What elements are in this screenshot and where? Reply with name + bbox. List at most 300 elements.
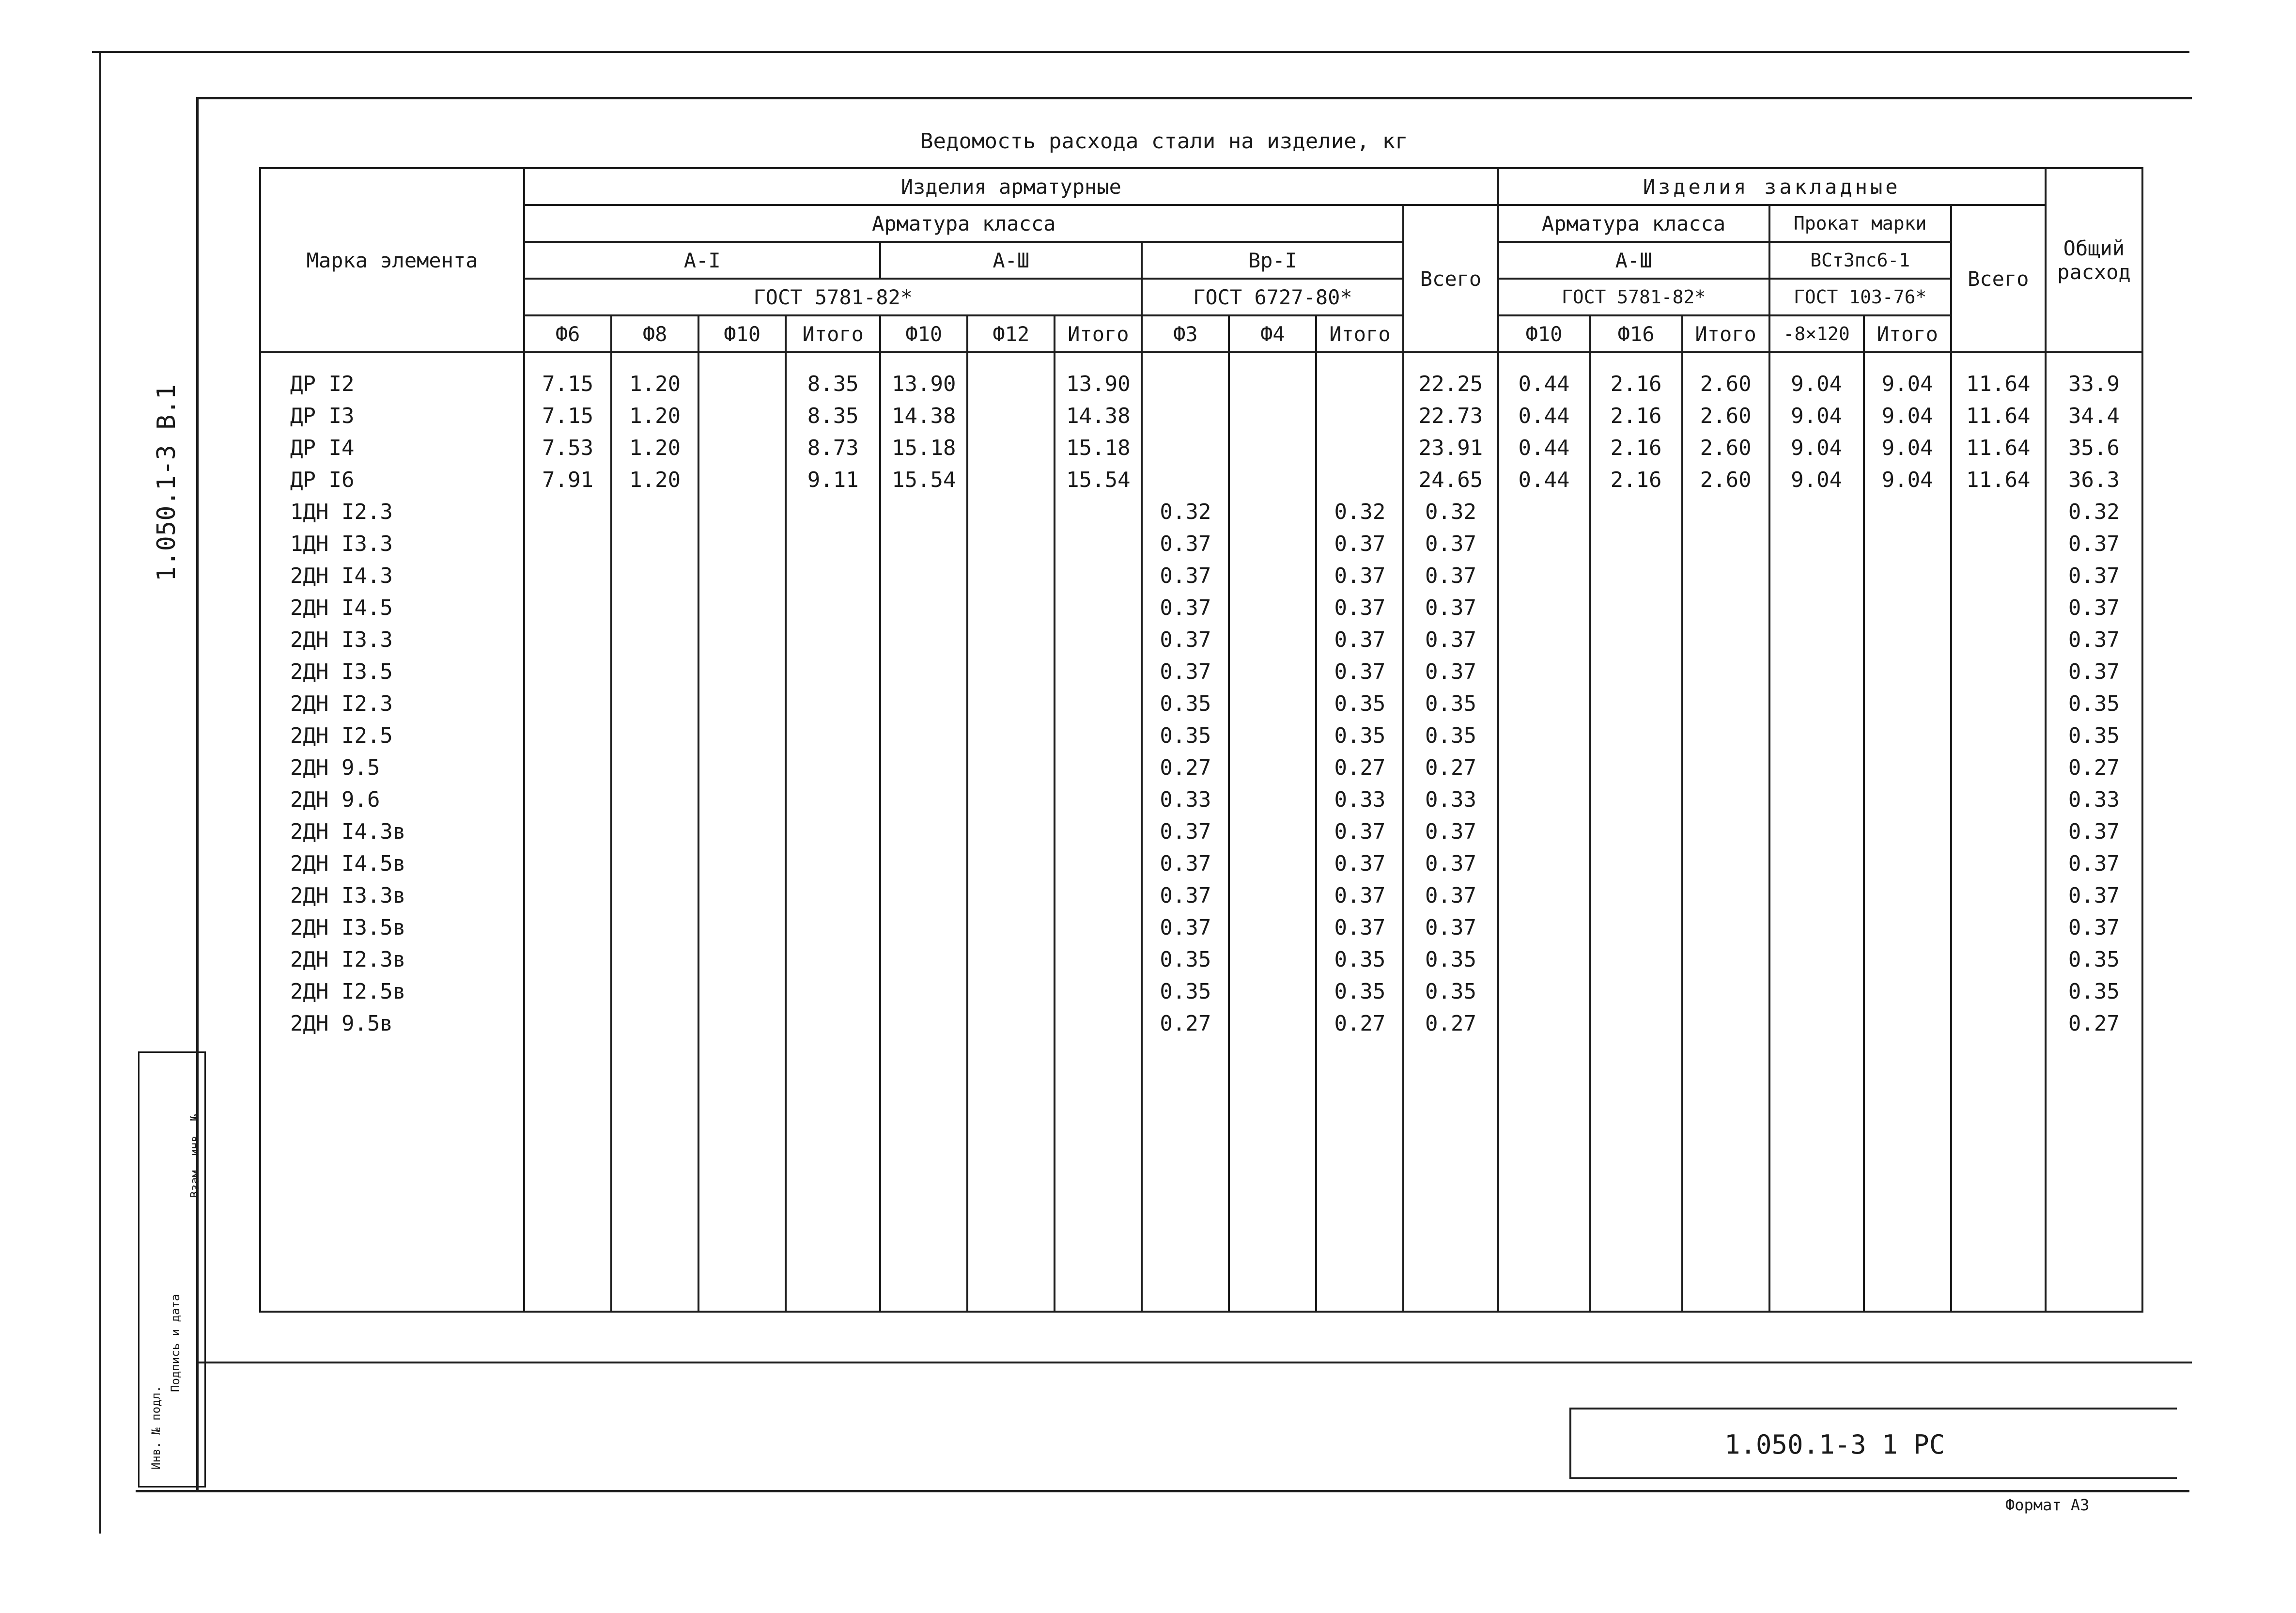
table-cell [1229, 624, 1316, 656]
element-mark: 2ДН I3.3в [260, 879, 524, 911]
table-cell: 11.64 [1951, 464, 2046, 496]
sub-header: Итого [1682, 315, 1769, 352]
table-cell [1590, 560, 1682, 592]
table-cell [698, 656, 786, 688]
empty-cell [698, 1039, 786, 1312]
table-cell [1951, 815, 2046, 847]
table-cell [1229, 400, 1316, 432]
table-cell [1590, 1007, 1682, 1039]
table-cell [967, 352, 1055, 400]
table-cell: 8.73 [786, 432, 880, 464]
table-cell [524, 720, 611, 752]
table-cell [1590, 528, 1682, 560]
table-cell [1055, 688, 1142, 720]
header-rolled-gost: ГОСТ 103-76* [1769, 279, 1951, 315]
table-cell [1498, 783, 1590, 815]
table-row [260, 464, 2142, 496]
table-cell [1498, 720, 1590, 752]
table-cell [1498, 1007, 1590, 1039]
table-body [260, 352, 2142, 1312]
table-cell: 9.04 [1864, 352, 1951, 400]
table-cell: 24.65 [1403, 464, 1498, 496]
table-cell [1229, 720, 1316, 752]
table-cell [1682, 752, 1769, 783]
table-cell [611, 943, 698, 975]
table-cell [967, 943, 1055, 975]
table-cell [1769, 752, 1864, 783]
table-cell [698, 528, 786, 560]
header-rolled-steel: Прокат марки [1769, 205, 1951, 242]
table-cell: 2.60 [1682, 352, 1769, 400]
header-class-a3: А-Ш [880, 242, 1142, 279]
table-cell: 11.64 [1951, 432, 2046, 464]
strip-label: Инв. № подл. [149, 1385, 163, 1470]
header-overall: Общий расход [2046, 168, 2142, 352]
table-cell: 2.16 [1590, 432, 1682, 464]
table-cell: 9.04 [1769, 432, 1864, 464]
table-row [260, 720, 2142, 752]
table-cell [524, 911, 611, 943]
header-armature-class: Арматура класса [524, 205, 1403, 242]
table-cell [698, 688, 786, 720]
table-cell [1951, 911, 2046, 943]
table-cell: 35.6 [2046, 432, 2142, 464]
table-cell [1769, 720, 1864, 752]
table-cell: 0.37 [2046, 560, 2142, 592]
header-gost-5781: ГОСТ 5781-82* [524, 279, 1142, 315]
table-cell [1498, 528, 1590, 560]
table-cell [1951, 879, 2046, 911]
table-cell [1864, 943, 1951, 975]
table-cell [1316, 352, 1403, 400]
table-cell [1769, 879, 1864, 911]
table-cell [1682, 720, 1769, 752]
table-cell: 0.33 [2046, 783, 2142, 815]
table-cell [1590, 879, 1682, 911]
table-cell [967, 720, 1055, 752]
header-mark: Марка элемента [260, 168, 524, 352]
table-cell [1498, 656, 1590, 688]
table-cell [698, 720, 786, 752]
table-cell: 0.37 [1142, 911, 1229, 943]
table-cell [698, 815, 786, 847]
table-cell [1229, 560, 1316, 592]
table-cell [1951, 496, 2046, 528]
table-cell [786, 656, 880, 688]
strip-label: Взам. инв. № [188, 1114, 202, 1198]
table-cell: 1.20 [611, 464, 698, 496]
table-cell [1951, 752, 2046, 783]
sub-header: Ф10 [698, 315, 786, 352]
table-cell: 9.04 [1864, 400, 1951, 432]
table-cell: 8.35 [786, 352, 880, 400]
header-embedded-products: Изделия закладные [1498, 168, 2046, 205]
table-cell [967, 496, 1055, 528]
table-cell [1316, 400, 1403, 432]
table-cell: 2.16 [1590, 352, 1682, 400]
table-cell [1055, 783, 1142, 815]
frame-top-outer [92, 51, 2189, 53]
table-cell [967, 624, 1055, 656]
table-cell: 23.91 [1403, 432, 1498, 464]
empty-cell [1682, 1039, 1769, 1312]
table-cell [524, 688, 611, 720]
table-cell [1864, 1007, 1951, 1039]
sub-header: -8×120 [1769, 315, 1864, 352]
element-mark: ДР I6 [260, 464, 524, 496]
table-cell: 0.35 [2046, 720, 2142, 752]
table-cell [1229, 1007, 1316, 1039]
table-cell [1229, 592, 1316, 624]
sub-header: Ф8 [611, 315, 698, 352]
table-cell [1590, 815, 1682, 847]
table-cell [698, 911, 786, 943]
table-cell [967, 464, 1055, 496]
table-row [260, 560, 2142, 592]
table-cell [1055, 911, 1142, 943]
table-cell: 9.04 [1864, 464, 1951, 496]
table-cell: 0.37 [2046, 847, 2142, 879]
table-cell: 0.27 [1316, 1007, 1403, 1039]
table-cell: 15.18 [1055, 432, 1142, 464]
table-cell [611, 592, 698, 624]
table-cell [524, 560, 611, 592]
table-cell: 1.20 [611, 352, 698, 400]
table-cell [786, 943, 880, 975]
table-cell: 0.44 [1498, 432, 1590, 464]
table-cell [611, 624, 698, 656]
sub-header: Итого [1864, 315, 1951, 352]
table-cell [1951, 624, 2046, 656]
table-cell [967, 1007, 1055, 1039]
element-mark: 2ДН I2.5 [260, 720, 524, 752]
frame-left-outer [99, 51, 101, 1534]
table-cell [1682, 943, 1769, 975]
table-cell [786, 815, 880, 847]
sheet-title: Ведомость расхода стали на изделие, кг [920, 129, 1408, 154]
table-cell: 0.35 [1403, 943, 1498, 975]
header-embedded-total: Всего [1951, 205, 2046, 352]
table-cell [524, 592, 611, 624]
table-cell [1316, 464, 1403, 496]
empty-cell [967, 1039, 1055, 1312]
table-cell [524, 528, 611, 560]
table-cell [698, 400, 786, 432]
table-cell: 0.35 [1316, 720, 1403, 752]
table-cell [880, 943, 967, 975]
table-cell [1229, 432, 1316, 464]
table-cell [524, 1007, 611, 1039]
element-mark: 2ДН I3.5в [260, 911, 524, 943]
table-cell [698, 624, 786, 656]
table-cell [1590, 783, 1682, 815]
table-cell [1951, 688, 2046, 720]
table-cell [880, 720, 967, 752]
element-mark: 2ДН 9.6 [260, 783, 524, 815]
empty-cell [1055, 1039, 1142, 1312]
empty-cell [1229, 1039, 1316, 1312]
frame-mid-rule [196, 1362, 2192, 1363]
table-cell [698, 975, 786, 1007]
table-cell [1055, 656, 1142, 688]
table-cell [1864, 879, 1951, 911]
table-cell [1055, 1007, 1142, 1039]
table-cell [1769, 943, 1864, 975]
table-cell [1055, 879, 1142, 911]
table-cell [1864, 911, 1951, 943]
sub-header: Итого [1316, 315, 1403, 352]
table-cell [611, 688, 698, 720]
table-cell [786, 624, 880, 656]
header-gost-6727: ГОСТ 6727-80* [1142, 279, 1403, 315]
table-cell [1864, 720, 1951, 752]
table-cell [1682, 688, 1769, 720]
table-cell [1864, 783, 1951, 815]
table-cell [611, 975, 698, 1007]
table-cell [1769, 975, 1864, 1007]
table-cell: 0.35 [1142, 975, 1229, 1007]
table-cell [1590, 975, 1682, 1007]
table-cell [1498, 560, 1590, 592]
table-cell: 0.35 [2046, 688, 2142, 720]
element-mark: 2ДН I3.5 [260, 656, 524, 688]
table-cell: 7.15 [524, 400, 611, 432]
table-cell [967, 752, 1055, 783]
table-cell: 11.64 [1951, 352, 2046, 400]
table-cell [880, 560, 967, 592]
element-mark: 2ДН I2.5в [260, 975, 524, 1007]
table-row [260, 943, 2142, 975]
table-cell: 0.37 [1142, 592, 1229, 624]
table-cell: 0.27 [1403, 752, 1498, 783]
table-cell [1682, 879, 1769, 911]
table-cell: 2.16 [1590, 400, 1682, 432]
table-cell: 0.27 [1142, 752, 1229, 783]
table-row [260, 592, 2142, 624]
table-cell: 0.37 [1316, 656, 1403, 688]
table-row [260, 496, 2142, 528]
table-cell: 0.37 [2046, 879, 2142, 911]
table-cell [1590, 656, 1682, 688]
sub-header: Ф10 [880, 315, 967, 352]
table-cell: 0.44 [1498, 352, 1590, 400]
table-cell: 0.35 [1142, 688, 1229, 720]
table-cell: 0.44 [1498, 400, 1590, 432]
table-cell [1498, 496, 1590, 528]
table-cell: 0.37 [2046, 911, 2142, 943]
table-cell [1229, 688, 1316, 720]
element-mark: ДР I4 [260, 432, 524, 464]
table-cell [1951, 560, 2046, 592]
table-cell [967, 815, 1055, 847]
table-row [260, 688, 2142, 720]
table-cell [611, 815, 698, 847]
table-cell [1229, 943, 1316, 975]
table-cell: 0.35 [1316, 975, 1403, 1007]
table-cell: 0.35 [1316, 688, 1403, 720]
table-cell [1769, 592, 1864, 624]
table-empty-space [260, 1039, 2142, 1312]
table-cell [967, 560, 1055, 592]
table-cell: 14.38 [880, 400, 967, 432]
table-cell [880, 752, 967, 783]
table-cell [967, 911, 1055, 943]
table-cell: 0.37 [1142, 624, 1229, 656]
empty-cell [2046, 1039, 2142, 1312]
table-cell [524, 496, 611, 528]
table-cell [1769, 847, 1864, 879]
header-armature-products: Изделия арматурные [524, 168, 1498, 205]
table-cell [1229, 815, 1316, 847]
table-cell [611, 528, 698, 560]
table-cell [880, 496, 967, 528]
empty-cell [1316, 1039, 1403, 1312]
table-cell [698, 432, 786, 464]
table-cell [967, 528, 1055, 560]
table-cell [1498, 879, 1590, 911]
empty-cell [786, 1039, 880, 1312]
element-mark: 1ДН I2.3 [260, 496, 524, 528]
header-total: Всего [1403, 205, 1498, 352]
table-cell: 0.33 [1142, 783, 1229, 815]
table-cell [786, 911, 880, 943]
table-cell [1590, 911, 1682, 943]
table-cell: 0.44 [1498, 464, 1590, 496]
table-cell [1498, 624, 1590, 656]
table-cell [786, 847, 880, 879]
table-cell: 0.27 [1316, 752, 1403, 783]
table-cell [1682, 1007, 1769, 1039]
header-embedded-armature-class: Арматура класса [1498, 205, 1769, 242]
table-cell: 0.32 [1142, 496, 1229, 528]
table-cell [698, 592, 786, 624]
table-cell [611, 911, 698, 943]
table-cell [1498, 975, 1590, 1007]
element-mark: 2ДН 9.5в [260, 1007, 524, 1039]
table-cell [880, 783, 967, 815]
table-cell [1682, 624, 1769, 656]
table-cell [698, 560, 786, 592]
table-cell: 0.37 [1403, 656, 1498, 688]
table-cell: 0.35 [2046, 975, 2142, 1007]
table-cell [786, 879, 880, 911]
table-cell: 0.37 [2046, 528, 2142, 560]
table-cell [1864, 975, 1951, 1007]
table-cell: 7.91 [524, 464, 611, 496]
table-cell: 15.54 [880, 464, 967, 496]
table-cell [1590, 496, 1682, 528]
empty-cell [1403, 1039, 1498, 1312]
table-cell [524, 752, 611, 783]
table-cell [1864, 815, 1951, 847]
table-cell [1682, 560, 1769, 592]
table-cell [1682, 656, 1769, 688]
table-cell [611, 752, 698, 783]
table-cell: 0.37 [2046, 656, 2142, 688]
table-cell [524, 624, 611, 656]
table-cell [1229, 752, 1316, 783]
table-cell [1498, 688, 1590, 720]
table-cell [524, 815, 611, 847]
table-cell [1769, 1007, 1864, 1039]
table-cell [1590, 943, 1682, 975]
table-cell [698, 464, 786, 496]
table-cell: 33.9 [2046, 352, 2142, 400]
table-cell: 0.32 [2046, 496, 2142, 528]
sheet-format: Формат А3 [2005, 1496, 2090, 1514]
table-cell [611, 783, 698, 815]
table-cell: 0.27 [1142, 1007, 1229, 1039]
table-cell [967, 400, 1055, 432]
sub-header: Ф16 [1590, 315, 1682, 352]
table-cell [698, 879, 786, 911]
table-cell [524, 975, 611, 1007]
table-cell [524, 783, 611, 815]
table-cell [786, 975, 880, 1007]
table-cell: 2.60 [1682, 464, 1769, 496]
table-cell [1682, 496, 1769, 528]
table-cell [1951, 975, 2046, 1007]
table-cell [524, 847, 611, 879]
table-cell: 0.37 [1316, 528, 1403, 560]
table-cell [1864, 560, 1951, 592]
table-cell [786, 688, 880, 720]
table-cell [1951, 1007, 2046, 1039]
table-cell [1769, 656, 1864, 688]
table-cell [1498, 815, 1590, 847]
table-cell [880, 656, 967, 688]
element-mark: ДР I3 [260, 400, 524, 432]
table-cell [1229, 975, 1316, 1007]
table-cell [967, 432, 1055, 464]
table-cell: 0.27 [2046, 1007, 2142, 1039]
sub-header: Итого [786, 315, 880, 352]
table-cell [1864, 528, 1951, 560]
element-mark: 2ДН I4.5 [260, 592, 524, 624]
table-cell [698, 1007, 786, 1039]
table-cell: 0.35 [1316, 943, 1403, 975]
sub-header: Итого [1055, 315, 1142, 352]
element-mark: 2ДН I4.3в [260, 815, 524, 847]
empty-cell [1951, 1039, 2046, 1312]
table-cell [1498, 592, 1590, 624]
element-mark: 2ДН I3.3 [260, 624, 524, 656]
table-cell [967, 879, 1055, 911]
table-cell [611, 560, 698, 592]
table-row [260, 528, 2142, 560]
element-mark: 1ДН I3.3 [260, 528, 524, 560]
binding-strip [138, 1051, 206, 1488]
table-cell: 9.04 [1769, 352, 1864, 400]
table-cell [1682, 783, 1769, 815]
strip-label: Подпись и дата [169, 1294, 182, 1392]
table-cell [1055, 720, 1142, 752]
table-cell [1682, 528, 1769, 560]
header-embedded-class-a3: А-Ш [1498, 242, 1769, 279]
table-cell: 22.25 [1403, 352, 1498, 400]
table-cell: 0.37 [1403, 815, 1498, 847]
table-cell: 22.73 [1403, 400, 1498, 432]
sub-header: Ф6 [524, 315, 611, 352]
table-cell: 0.35 [1403, 720, 1498, 752]
element-mark: 2ДН I2.3в [260, 943, 524, 975]
table-cell [1590, 847, 1682, 879]
table-cell: 0.35 [1142, 720, 1229, 752]
table-cell [786, 592, 880, 624]
table-cell [1769, 528, 1864, 560]
element-mark: 2ДН I4.3 [260, 560, 524, 592]
table-cell: 0.27 [2046, 752, 2142, 783]
